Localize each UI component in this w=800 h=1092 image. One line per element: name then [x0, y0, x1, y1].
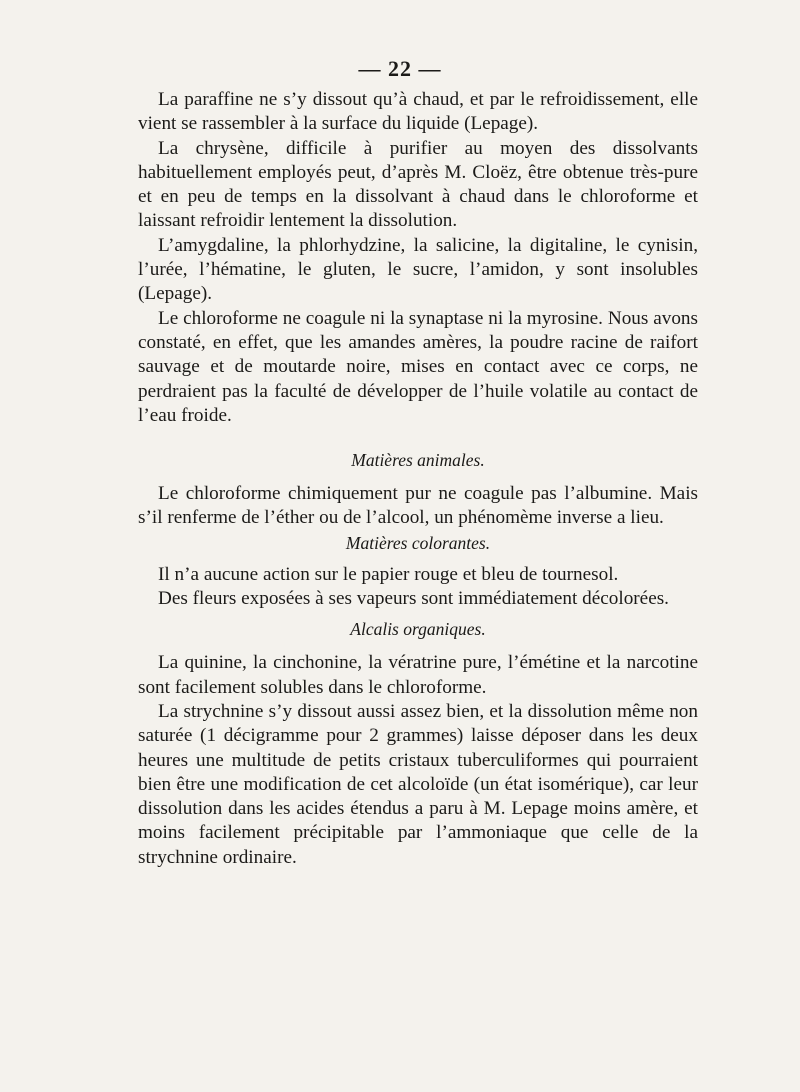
paragraph-tournesol: Il n’a aucune action sur le papier rouge et bleu de tournesol.	[158, 563, 619, 585]
paragraph-quinine: La quinine, la cinchonine, la vératrine pure, l’émétine et la narcotine sont facilement solubles dans le chloroforme.	[138, 652, 698, 698]
paragraph-albumine: Le chloroforme chimiquement pur ne coagule pas l’albumine. Mais s’il renferme de l’éther ou de l’alcool, un phénomème inverse a lieu.	[138, 483, 698, 529]
paragraph-fleurs: Des fleurs exposées à ses vapeurs sont immédiatement décolorées.	[158, 588, 669, 610]
page-number: — 22 —	[358, 56, 442, 81]
section-heading-alcalis-organiques: Alcalis organiques.	[350, 619, 486, 640]
paragraph-chrysene: La chrysène, difficile à purifier au moyen des dissolvants habituellement employés peut, d’après M. Cloëz, être obtenue très-pure et en peu de temps en la dissolvant à chaud dans le chloroforme et laissant refroidir lentement la dissolution.	[138, 137, 698, 232]
paragraph-synaptase: Le chloroforme ne coagule ni la synaptase ni la myrosine. Nous avons constaté, en effet, que les amandes amères, la poudre racine de raifort sauvage et de moutarde noire, mises en contact avec ce corps, ne perdraient pas la faculté de développer de l’huile volatile au contact de l’eau froide.	[138, 307, 698, 426]
body-text	[138, 88, 698, 870]
paragraph-strychnine: La strychnine s’y dissout aussi assez bien, et la dissolution même non saturée (1 décigramme pour 2 grammes) laisse déposer dans les deux heures une multitude de petits cristaux tuberculiformes qui pourraient bien être une modification de cet alcoloïde (un état isomérique), car leur dissolution dans les acides étendus a paru à M. Lepage moins amère, et moins facilement précipitable par l’ammoniaque que celle de la strychnine ordinaire.	[138, 700, 698, 868]
section-heading-matieres-animales: Matières animales.	[351, 450, 485, 471]
section-heading-matieres-colorantes: Matières colorantes.	[345, 532, 491, 553]
paragraph-paraffine: La paraffine ne s’y dissout qu’à chaud, et par le refroidissement, elle vient se rassembler à la surface du liquide (Lepage).	[138, 89, 698, 135]
paragraph-amygdaline: L’amygdaline, la phlorhydzine, la salicine, la digitaline, le cynisin, l’urée, l’hématine, le gluten, le sucre, l’amidon, y sont insolubles (Lepage).	[138, 234, 698, 305]
